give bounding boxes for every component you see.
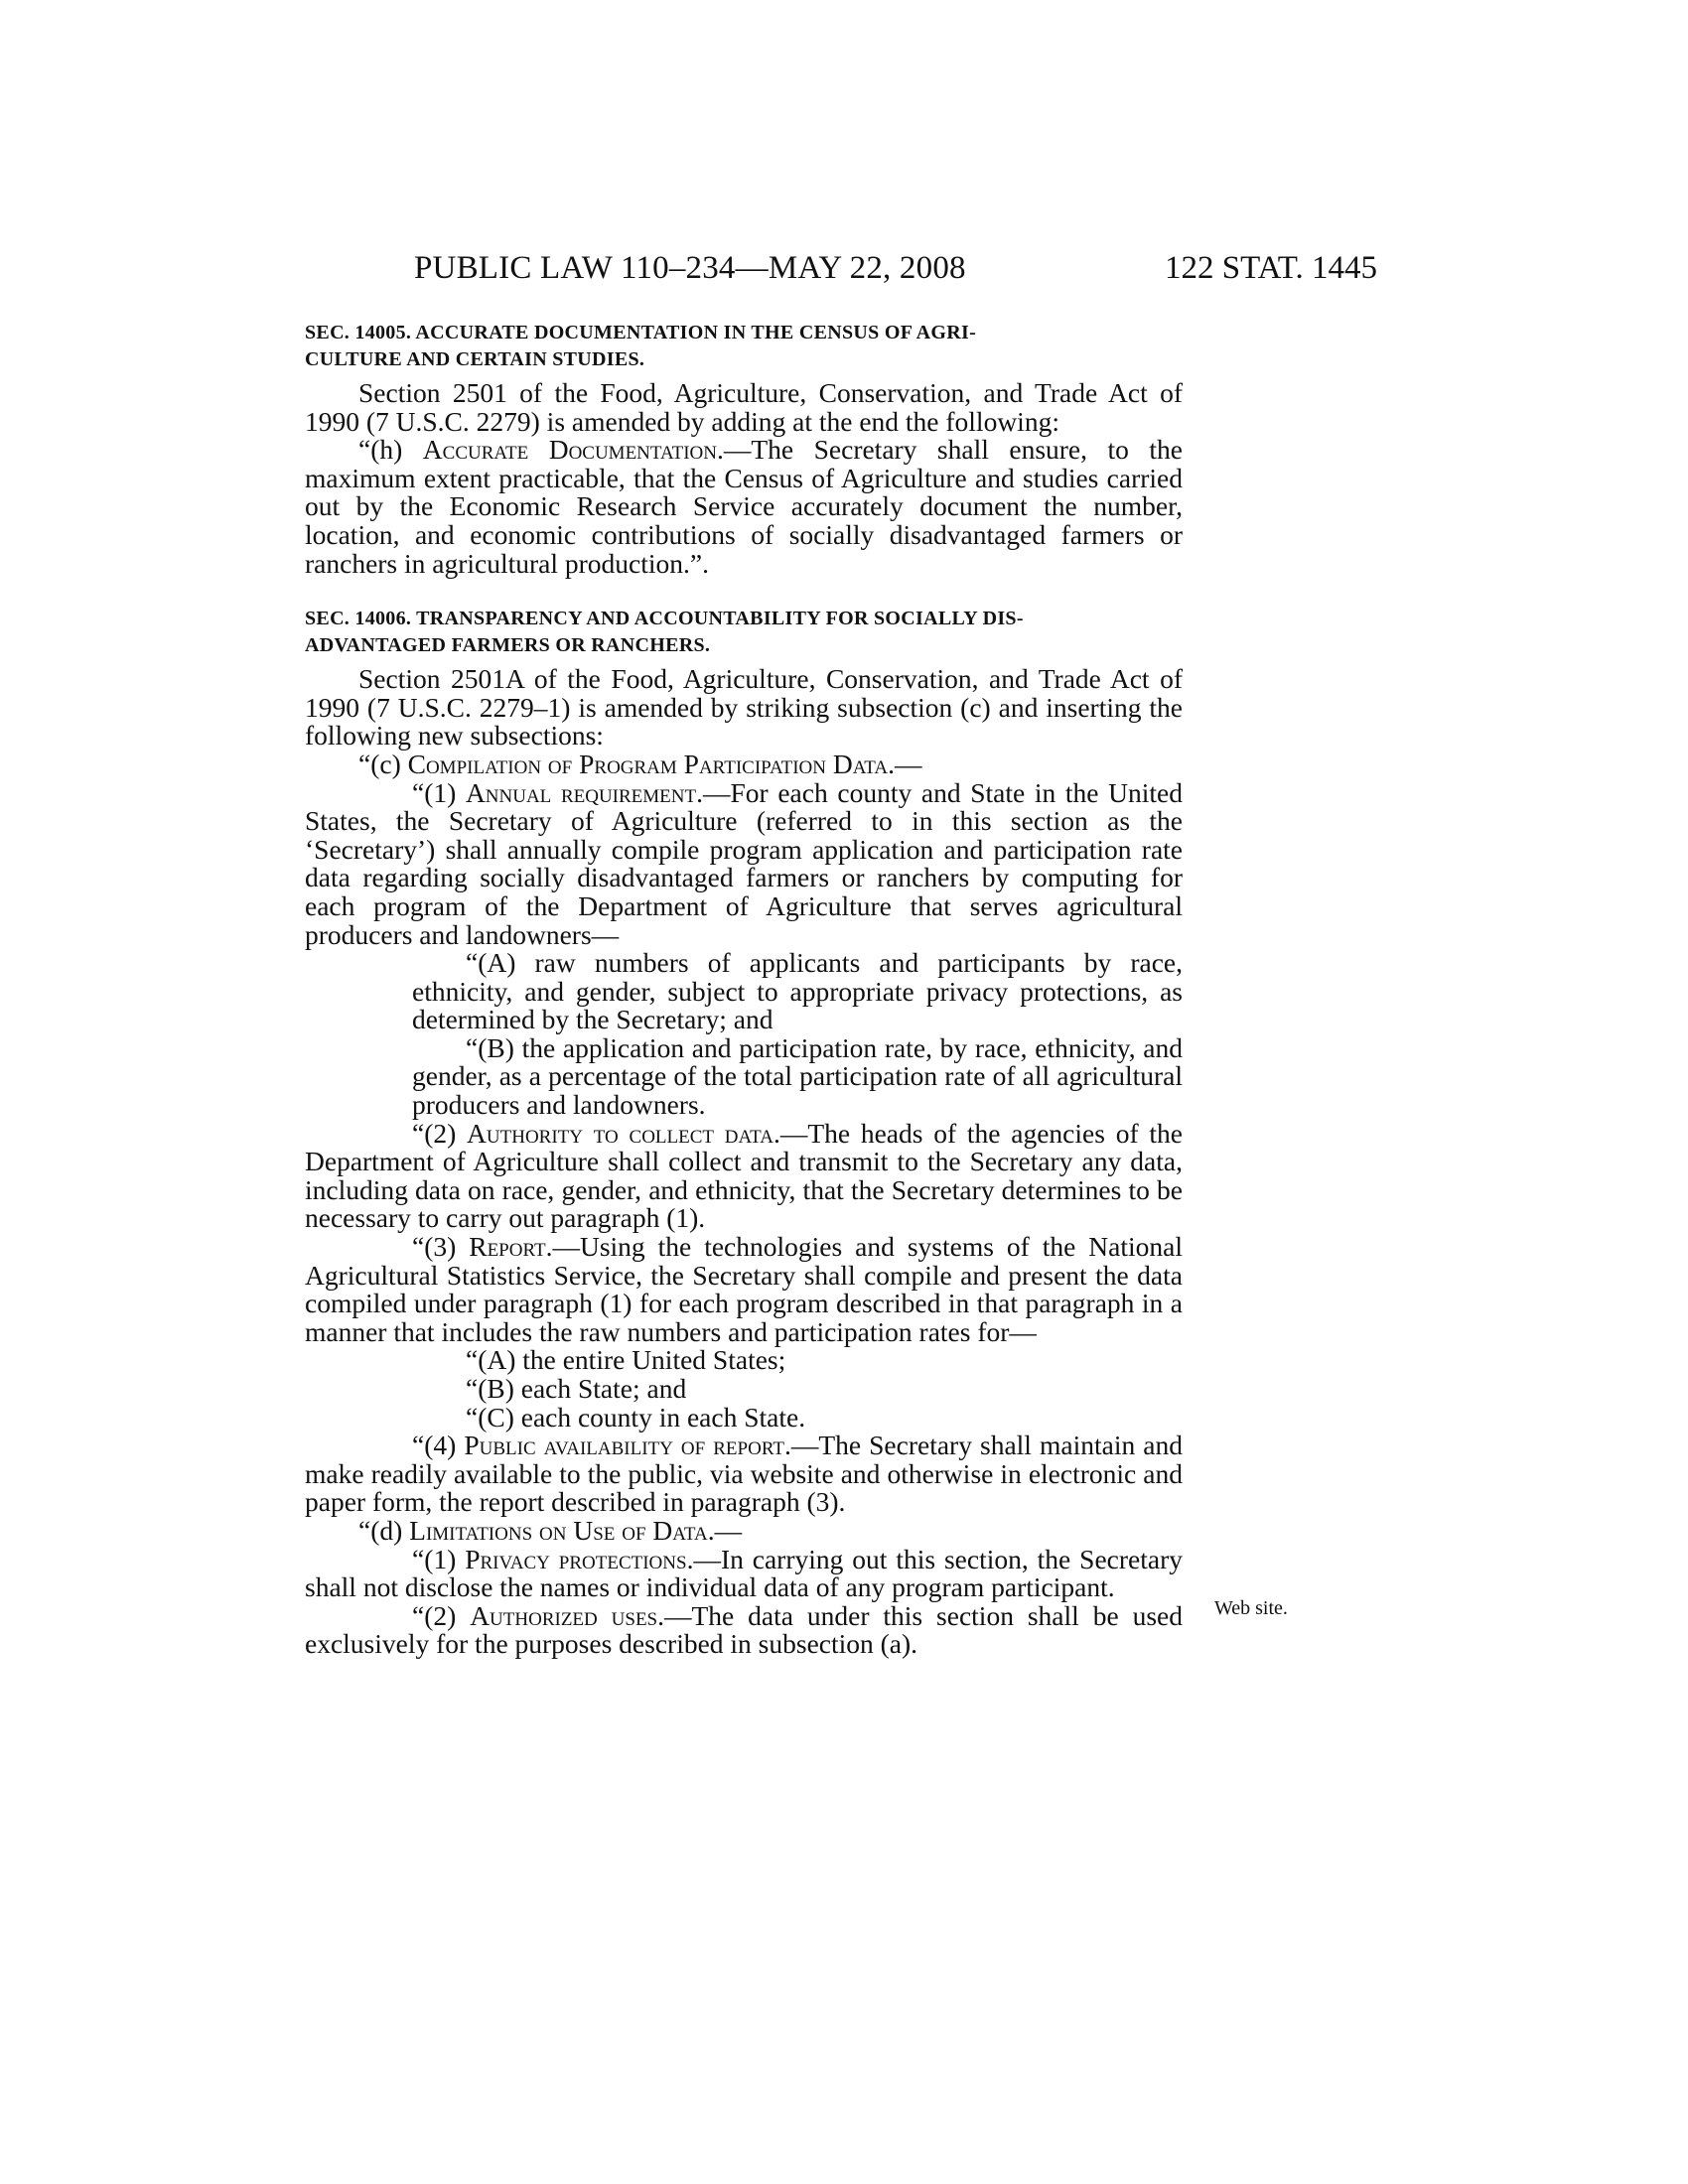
section-14006-intro: Section 2501A of the Food, Agriculture, Conservation, and Trade Act of 1990 (7 U.S.C. 2279–1) is amended by striking subsection (c) and inserting the following new subsections: [305, 663, 1183, 751]
paragraph-d2: “(2) Authorized uses.—The data under this section shall be used exclusively for the purposes described in subsection (a). [305, 1599, 1183, 1660]
statute-page-number: 122 STAT. 1445 [1164, 250, 1377, 286]
paragraph-d1: “(1) Privacy protections.—In carrying out this section, the Secretary shall not disclose the names or individual data of any program participant. [305, 1543, 1183, 1603]
margin-note: Web site. [1214, 1597, 1288, 1619]
subparagraph-c3B: “(B) each State; and [466, 1373, 687, 1404]
section-heading-14006 [305, 606, 1183, 659]
subsection-h: “(h) Accurate Documentation.—The Secretary shall ensure, to the maximum extent practicable, that the Census of Agriculture and studies carried out by the Economic Research Service accurately document the number, location, and economic contributions of socially disadvantaged farmers or ranchers in agricultural production.”. [305, 434, 1183, 579]
body-text [305, 320, 1183, 1659]
section-heading-14005 [305, 320, 1183, 373]
subparagraph-c3C: “(C) each county in each State. [466, 1401, 806, 1433]
section-heading-line: CULTURE AND CERTAIN STUDIES. [305, 348, 645, 370]
running-header [305, 250, 1377, 290]
subsection-caption: Compilation of Program Participation Data [407, 748, 889, 779]
paragraph-c4: “(4) Public availability of report.—The Secretary shall maintain and make readily available to the public, via website and otherwise in electronic and paper form, the report described in paragraph (3). [305, 1430, 1183, 1518]
subparagraph-c3A: “(A) the entire United States; [466, 1344, 786, 1376]
subsection-c: “(c) Compilation of Program Participation Data.— [358, 748, 922, 779]
section-14005-intro: Section 2501 of the Food, Agriculture, Conservation, and Trade Act of 1990 (7 U.S.C. 2279) is amended by adding at the end the following: [305, 377, 1183, 437]
subsection-caption: Limitations on Use of Data [409, 1514, 708, 1546]
subparagraph-c1B: “(B) the application and participation rate, by race, ethnicity, and gender, as a percentage of the total participation rate of all agricultural producers and landowners. [412, 1031, 1183, 1121]
section-heading-line: SEC. 14005. ACCURATE DOCUMENTATION IN THE CENSUS OF AGRI- [305, 322, 977, 343]
paragraph-c3: “(3) Report.—Using the technologies and systems of the National Agricultural Statistics Service, the Secretary shall compile and present the data compiled under paragraph (1) for each program described in that paragraph in a manner that includes the raw numbers and participation rates for— [305, 1231, 1183, 1347]
subsection-caption: Accurate Documentation [422, 434, 717, 466]
section-heading-line: ADVANTAGED FARMERS OR RANCHERS. [305, 634, 711, 657]
subparagraph-c1A: “(A) raw numbers of applicants and participants by race, ethnicity, and gender, subject to appropriate privacy protections, as determined by the Secretary; and [412, 947, 1183, 1035]
paragraph-c2: “(2) Authority to collect data.—The heads of the agencies of the Department of Agriculture shall collect and transmit to the Secretary any data, including data on race, gender, and ethnicity, that the Secretary determines to be necessary to carry out paragraph (1). [305, 1117, 1183, 1234]
paragraph-caption: Report [469, 1231, 546, 1263]
paragraph-caption: Privacy protections [465, 1543, 687, 1574]
subsection-d: “(d) Limitations on Use of Data.— [358, 1514, 743, 1546]
paragraph-caption: Authorized uses [470, 1599, 658, 1631]
paragraph-caption: Public availability of report [464, 1430, 784, 1461]
paragraph-caption: Authority to collect data [467, 1117, 774, 1149]
section-heading-line: SEC. 14006. TRANSPARENCY AND ACCOUNTABILITY FOR SOCIALLY DIS- [305, 608, 1024, 630]
header-title: PUBLIC LAW 110–234—MAY 22, 2008 [414, 250, 966, 286]
paragraph-caption: Annual requirement [465, 776, 697, 808]
paragraph-c1: “(1) Annual requirement.—For each county and State in the United States, the Secretary of Agriculture (referred to in this section as the ‘Secretary’) shall annually compile program application and participation rate data regarding socially disadvantaged farmers or ranchers by computing for each program of the Department of Agriculture that serves agricultural producers and landowners— [305, 776, 1183, 950]
